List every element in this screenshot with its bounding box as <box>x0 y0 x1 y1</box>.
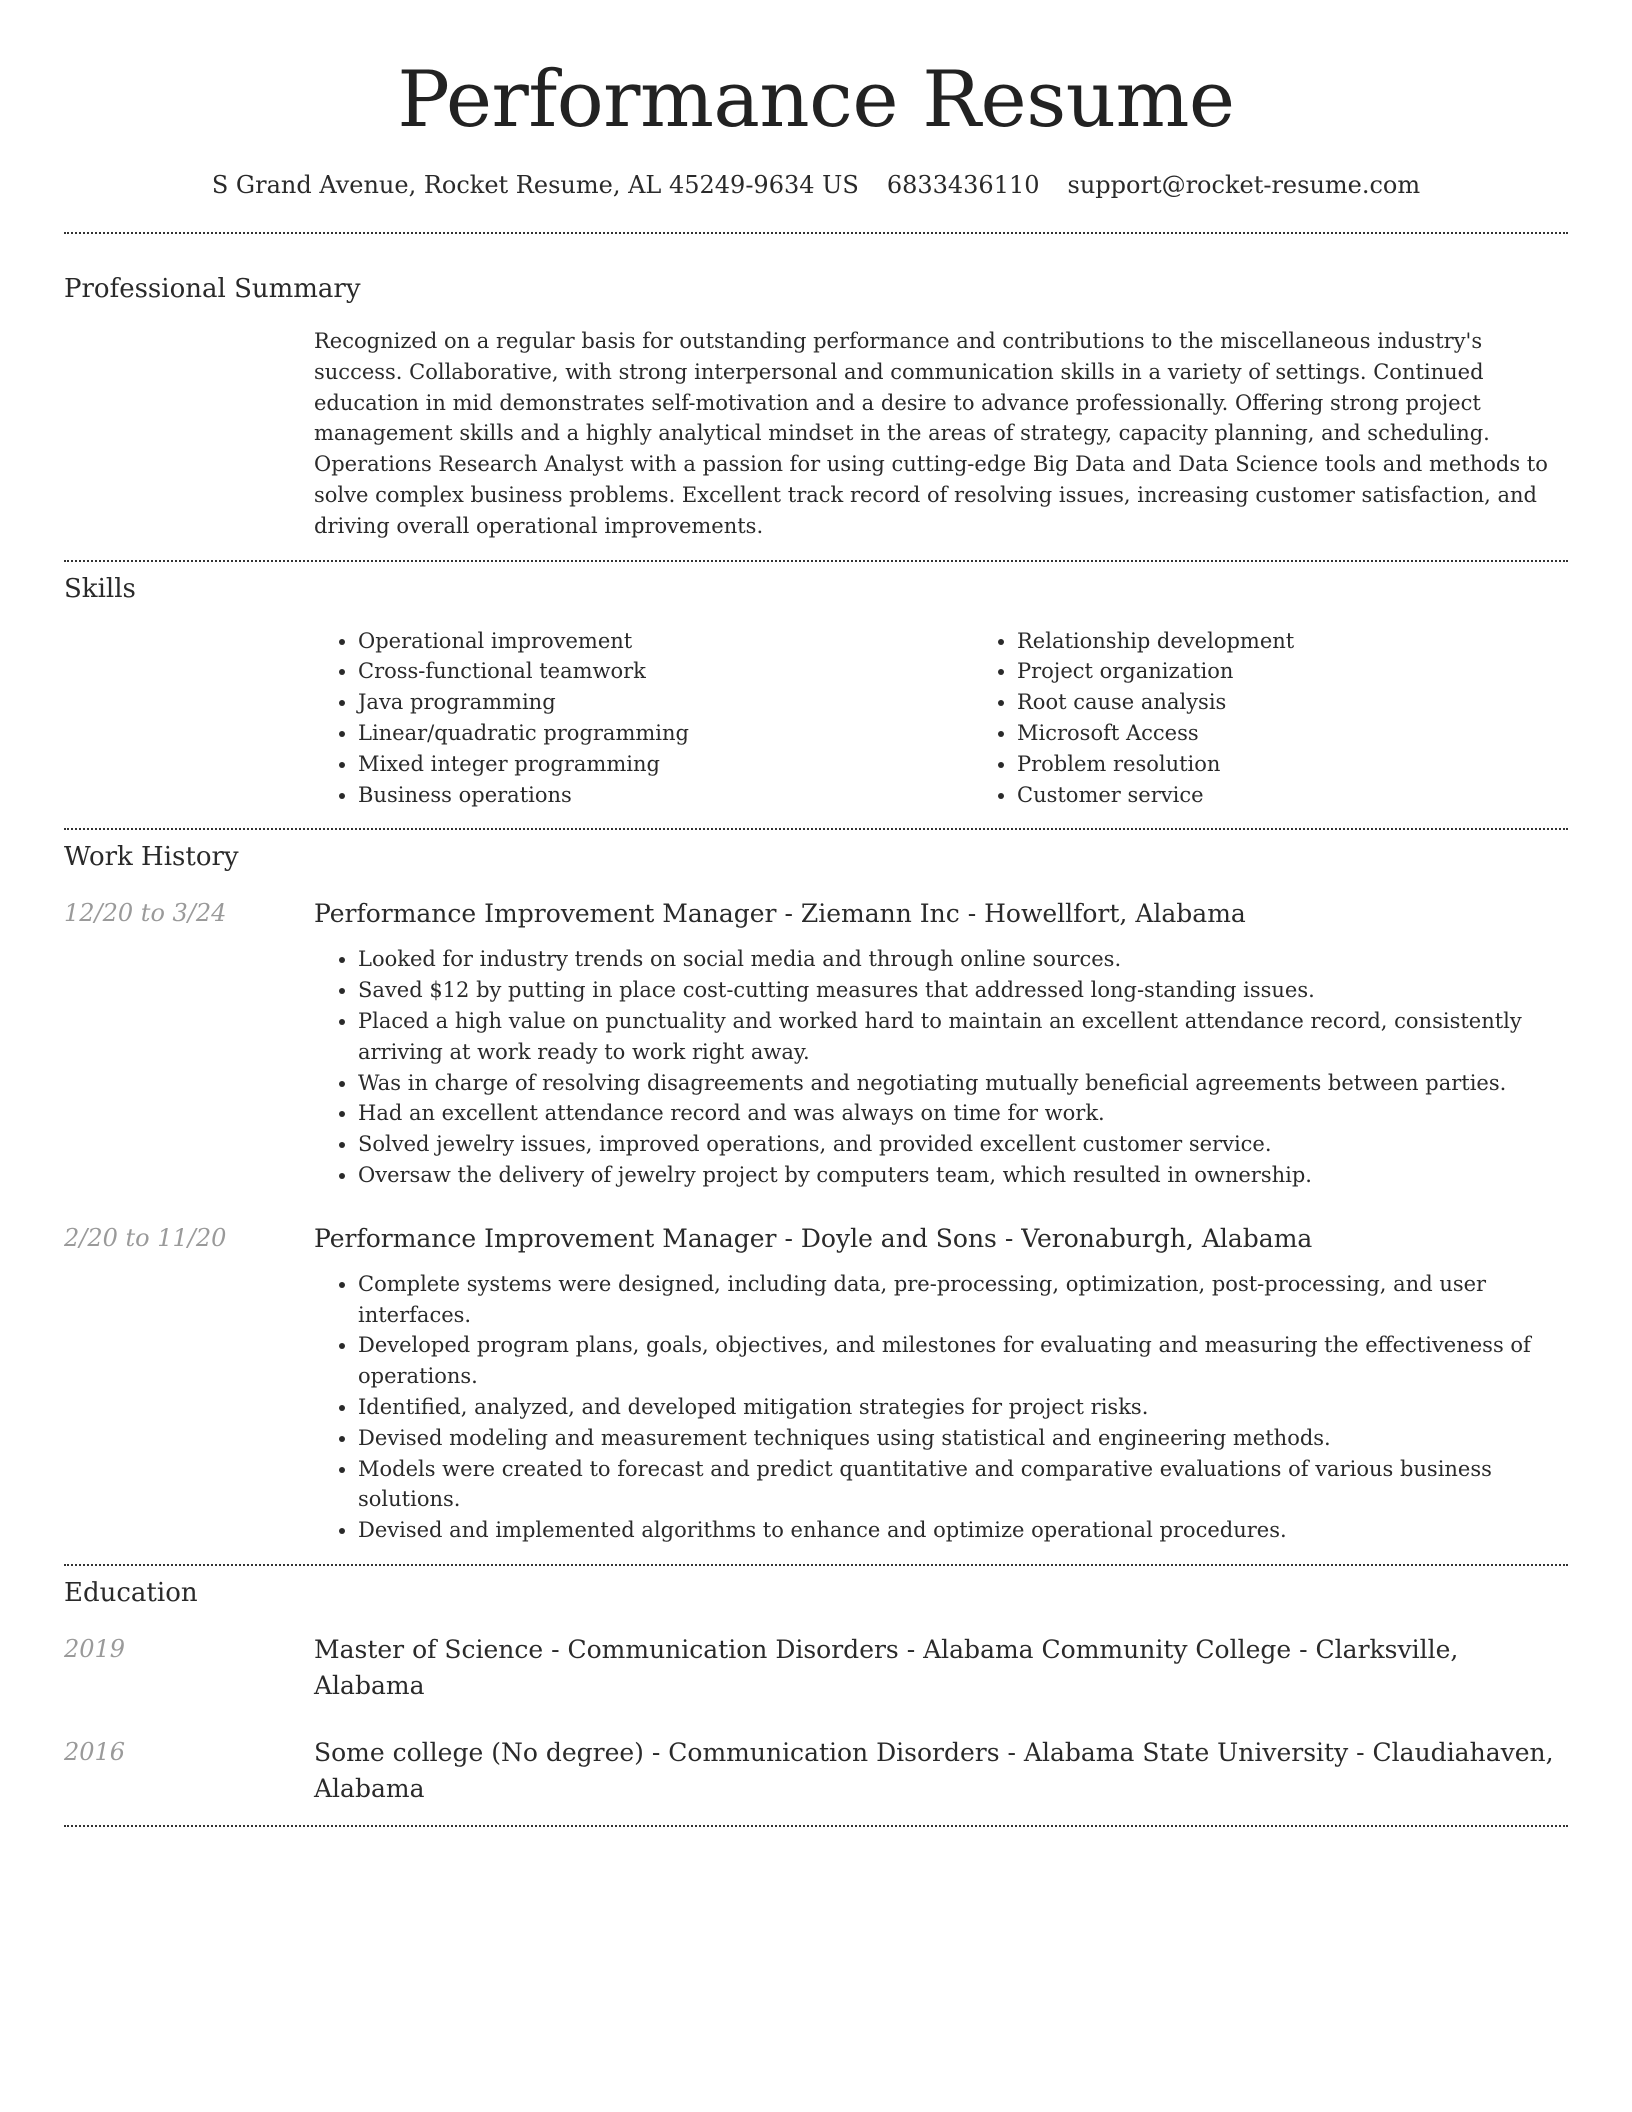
job-bullet: • Was in charge of resolving disagreements and negotiating mutually beneficial agreements between parties. <box>358 1068 1568 1099</box>
section-title-summary: Professional Summary <box>64 274 361 304</box>
work-section <box>64 840 1568 1546</box>
resume-page <box>64 0 1568 1827</box>
contact-line <box>64 168 1568 202</box>
job-bullet: • Oversaw the delivery of jewelry project by computers team, which resulted in ownership. <box>358 1160 1568 1191</box>
job-entry <box>64 1221 1568 1546</box>
education-entry <box>64 1735 1568 1807</box>
education-year: 2016 <box>64 1737 126 1766</box>
job-bullets <box>314 944 1568 1190</box>
job-bullet: • Complete systems were designed, including data, pre-processing, optimization, post-processing, and user interfaces. <box>358 1269 1568 1331</box>
section-divider <box>64 1564 1568 1566</box>
section-divider <box>64 828 1568 830</box>
skills-list-left <box>314 626 973 811</box>
section-divider <box>64 1825 1568 1827</box>
job-entry <box>64 896 1568 1190</box>
job-bullet: • Saved $12 by putting in place cost-cutting measures that addressed long-standing issues. <box>358 975 1568 1006</box>
job-bullet: • Models were created to forecast and predict quantitative and comparative evaluations of various business solutions. <box>358 1454 1568 1516</box>
education-entry <box>64 1632 1568 1704</box>
skill-item: • Cross-functional teamwork <box>358 656 973 687</box>
resume-name: Performance Resume <box>397 55 1235 145</box>
skill-item: • Java programming <box>358 687 973 718</box>
skill-item: • Relationship development <box>1017 626 1632 657</box>
skill-item: • Problem resolution <box>1017 749 1632 780</box>
skill-item: • Operational improvement <box>358 626 973 657</box>
section-title-skills: Skills <box>64 573 136 604</box>
summary-row <box>64 326 1568 542</box>
summary-text: Recognized on a regular basis for outstanding performance and contributions to the miscellaneous industry's success. Collaborative, with strong interpersonal and communication skills in a variety of settings. Continued education in mid demonstrates self-motivation and a desire to advance professionally. Offering strong project management skills and a highly analytical mindset in the areas of strategy, capacity planning, and scheduling. Operations Research Analyst with a passion for using cutting-edge Big Data and Data Science tools and methods to solve complex business problems. Excellent track record of resolving issues, increasing customer satisfaction, and driving overall operational improvements. <box>314 329 1548 538</box>
job-dates: 12/20 to 3/24 <box>64 899 227 928</box>
skill-item: • Mixed integer programming <box>358 749 973 780</box>
contact-phone: 6833436110 <box>886 171 1040 199</box>
skills-list-right <box>973 626 1632 811</box>
skill-item: • Customer service <box>1017 780 1632 811</box>
job-bullet: • Devised modeling and measurement techniques using statistical and engineering methods. <box>358 1423 1568 1454</box>
job-bullet: • Had an excellent attendance record and was always on time for work. <box>358 1098 1568 1129</box>
job-title: Performance Improvement Manager - Ziemann Inc - Howellfort, Alabama <box>314 899 1246 929</box>
contact-address: S Grand Avenue, Rocket Resume, AL 45249-9634 US <box>211 171 859 199</box>
job-bullet: • Developed program plans, goals, objectives, and milestones for evaluating and measuring the effectiveness of operations. <box>358 1330 1568 1392</box>
skills-section <box>64 572 1568 811</box>
job-dates: 2/20 to 11/20 <box>64 1223 227 1252</box>
education-degree: Master of Science - Communication Disorders - Alabama Community College - Clarksville, Alabama <box>314 1634 1459 1700</box>
job-bullet: • Solved jewelry issues, improved operations, and provided excellent customer service. <box>358 1129 1568 1160</box>
section-divider <box>64 232 1568 234</box>
education-degree: Some college (No degree) - Communication Disorders - Alabama State University - Claudiahaven, Alabama <box>314 1737 1554 1803</box>
summary-section <box>64 272 1568 542</box>
job-bullet: • Placed a high value on punctuality and worked hard to maintain an excellent attendance record, consistently arriving at work ready to work right away. <box>358 1006 1568 1068</box>
skill-item: • Project organization <box>1017 656 1632 687</box>
section-title-work: Work History <box>64 842 239 873</box>
contact-email: support@rocket-resume.com <box>1067 171 1421 199</box>
section-divider <box>64 560 1568 562</box>
job-title: Performance Improvement Manager - Doyle and Sons - Veronaburgh, Alabama <box>314 1223 1313 1253</box>
skill-item: • Root cause analysis <box>1017 687 1632 718</box>
education-year: 2019 <box>64 1634 126 1663</box>
job-bullet: • Looked for industry trends on social media and through online sources. <box>358 944 1568 975</box>
skills-grid <box>314 626 1632 811</box>
skill-item: • Linear/quadratic programming <box>358 718 973 749</box>
job-bullets <box>314 1269 1568 1546</box>
skill-item: • Business operations <box>358 780 973 811</box>
section-title-education: Education <box>64 1577 198 1608</box>
education-section <box>64 1576 1568 1807</box>
job-bullet: • Devised and implemented algorithms to enhance and optimize operational procedures. <box>358 1515 1568 1546</box>
job-bullet: • Identified, analyzed, and developed mitigation strategies for project risks. <box>358 1392 1568 1423</box>
skill-item: • Microsoft Access <box>1017 718 1632 749</box>
